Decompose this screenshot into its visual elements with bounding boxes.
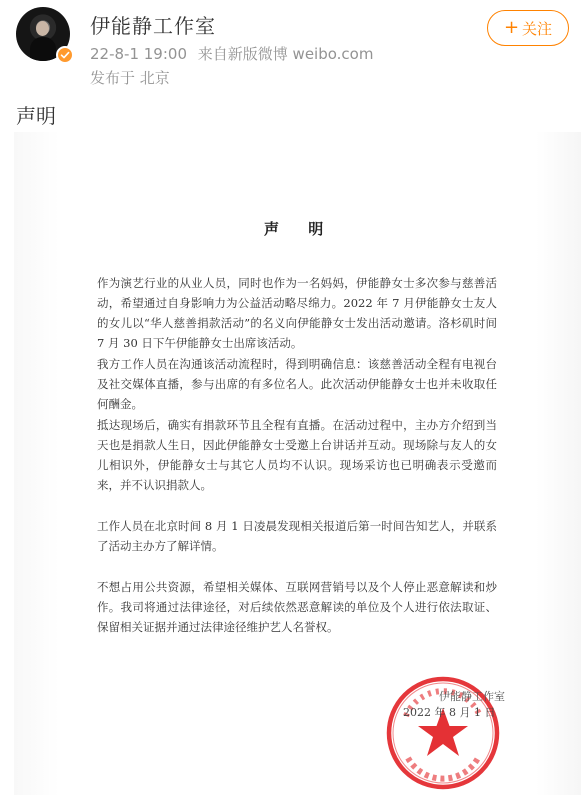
document-signature: 伊能静工作室 <box>439 690 505 703</box>
document-paragraph: 不想占用公共资源，希望相关媒体、互联网营销号以及个人停止恶意解读和炒作。我司将通过法律途径，对后续依然恶意解读的单位及个人进行依法取证、保留相关证据并通过法律途径维护艺人名誉权。 <box>97 580 497 634</box>
document-paragraph: 工作人员在北京时间 8 月 1 日凌晨发现相关报道后第一时间告知艺人，并联系了活动主办方了解详情。 <box>97 519 497 553</box>
verified-badge-icon <box>56 46 74 64</box>
document-date: 2022 年 8 月 1 日 <box>403 706 496 719</box>
follow-label: 关注 <box>522 19 553 38</box>
document-paragraph: 我方工作人员在沟通该活动流程时，得到明确信息：该慈善活动全程有电视台及社交媒体直播，参与出席的有多位名人。此次活动伊能静女士也并未收取任何酬金。 <box>97 357 497 411</box>
avatar-body <box>30 37 56 61</box>
statement-image[interactable] <box>14 132 581 795</box>
post-location: 发布于 北京 <box>90 69 170 87</box>
follow-button[interactable] <box>487 10 569 46</box>
post-text: 声明 <box>16 104 56 128</box>
account-name[interactable]: 伊能静工作室 <box>90 14 216 38</box>
document-title: 声 明 <box>264 220 336 238</box>
plus-icon: + <box>503 17 520 38</box>
post-time[interactable]: 22-8-1 19:00 <box>90 45 187 63</box>
document-paragraph: 作为演艺行业的从业人员，同时也作为一名妈妈，伊能静女士多次参与慈善活动，希望通过自身影响力为公益活动略尽绵力。2022 年 7 月伊能静女士友人的女儿以“华人慈善捐款活动”的名义向伊能静女士发出活动邀请。洛杉矶时间 7 月 30 日下午伊能静女士出席该活动。 <box>97 276 497 350</box>
post-meta <box>90 43 379 64</box>
post-source: 来自新版微博 weibo.com <box>197 45 374 63</box>
document-paragraph: 抵达现场后，确实有捐款环节且全程有直播。在活动过程中，主办方介绍到当天也是捐款人生日，因此伊能静女士受邀上台讲话并互动。现场除与友人的女儿相识外，伊能静女士与其它人员均不认识。现场采访也已明确表示受邀而来，并不认识捐款人。 <box>97 418 497 492</box>
avatar-face <box>36 21 49 36</box>
post-header <box>0 0 581 92</box>
